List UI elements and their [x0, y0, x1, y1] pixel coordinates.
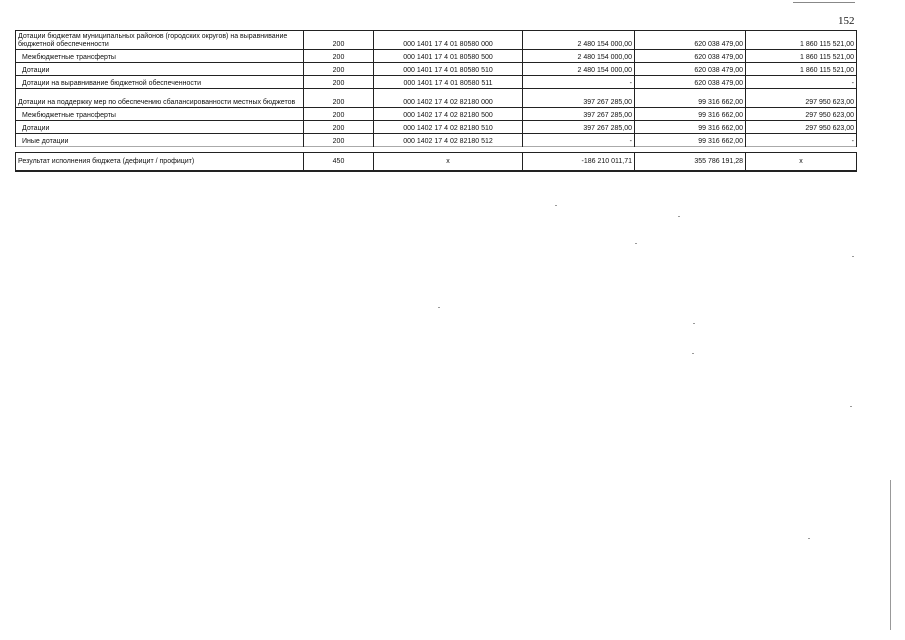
scan-speck [692, 353, 694, 354]
table-row [16, 108, 857, 121]
row-approved: 2 480 154 000,00 [523, 63, 635, 76]
budget-execution-table [15, 30, 857, 172]
row-code: 200 [304, 50, 374, 63]
table-row [16, 50, 857, 63]
scan-speck [635, 243, 637, 244]
row-name: Дотации бюджетам муниципальных районов (городских округов) на выравнивание бюджетной обеспеченности [16, 31, 304, 50]
row-executed: 99 316 662,00 [635, 89, 746, 108]
row-executed: 620 038 479,00 [635, 76, 746, 89]
scan-speck [693, 323, 695, 324]
row-name: Межбюджетные трансферты [16, 50, 304, 63]
row-code: 200 [304, 108, 374, 121]
row-approved: 397 267 285,00 [523, 89, 635, 108]
row-unexecuted: 1 860 115 521,00 [746, 31, 857, 50]
row-approved: - [523, 134, 635, 147]
row-executed: 99 316 662,00 [635, 134, 746, 147]
row-code: 200 [304, 134, 374, 147]
result-row [16, 153, 857, 172]
scan-speck [678, 216, 680, 217]
row-unexecuted: - [746, 134, 857, 147]
row-unexecuted: 297 950 623,00 [746, 121, 857, 134]
table-row [16, 76, 857, 89]
row-kbk: 000 1401 17 4 01 80580 500 [374, 50, 523, 63]
row-code: 200 [304, 121, 374, 134]
scan-speck [438, 307, 440, 308]
row-name: Иные дотации [16, 134, 304, 147]
row-kbk: 000 1402 17 4 02 82180 000 [374, 89, 523, 108]
row-approved: 2 480 154 000,00 [523, 50, 635, 63]
row-approved: 397 267 285,00 [523, 121, 635, 134]
row-executed: 620 038 479,00 [635, 50, 746, 63]
table-row [16, 89, 857, 108]
row-name: Межбюджетные трансферты [16, 108, 304, 121]
table-row [16, 121, 857, 134]
result-executed: 355 786 191,28 [635, 153, 746, 172]
scan-speck [555, 205, 557, 206]
row-code: 200 [304, 89, 374, 108]
row-executed: 620 038 479,00 [635, 31, 746, 50]
row-code: 200 [304, 63, 374, 76]
result-unexecuted: x [746, 153, 857, 172]
row-approved: 2 480 154 000,00 [523, 31, 635, 50]
row-kbk: 000 1401 17 4 01 80580 510 [374, 63, 523, 76]
row-unexecuted: 297 950 623,00 [746, 108, 857, 121]
scan-speck [808, 538, 810, 539]
scan-speck [850, 406, 852, 407]
row-unexecuted: - [746, 76, 857, 89]
result-approved: -186 210 011,71 [523, 153, 635, 172]
table-row [16, 134, 857, 147]
row-name: Дотации [16, 63, 304, 76]
row-code: 200 [304, 76, 374, 89]
row-approved: - [523, 76, 635, 89]
result-kbk: x [374, 153, 523, 172]
row-unexecuted: 1 860 115 521,00 [746, 50, 857, 63]
result-name: Результат исполнения бюджета (дефицит / профицит) [16, 153, 304, 172]
row-name: Дотации на поддержку мер по обеспечению сбалансированности местных бюджетов [16, 89, 304, 108]
row-name: Дотации [16, 121, 304, 134]
row-kbk: 000 1401 17 4 01 80580 511 [374, 76, 523, 89]
row-approved: 397 267 285,00 [523, 108, 635, 121]
top-rule [793, 2, 855, 3]
row-unexecuted: 1 860 115 521,00 [746, 63, 857, 76]
row-kbk: 000 1402 17 4 02 82180 510 [374, 121, 523, 134]
row-kbk: 000 1401 17 4 01 80580 000 [374, 31, 523, 50]
row-executed: 620 038 479,00 [635, 63, 746, 76]
result-code: 450 [304, 153, 374, 172]
scan-speck [852, 256, 854, 257]
row-code: 200 [304, 31, 374, 50]
row-kbk: 000 1402 17 4 02 82180 512 [374, 134, 523, 147]
scan-edge-mark [890, 480, 891, 630]
row-name: Дотации на выравнивание бюджетной обеспеченности [16, 76, 304, 89]
row-kbk: 000 1402 17 4 02 82180 500 [374, 108, 523, 121]
table-row [16, 31, 857, 50]
page-number: 152 [838, 15, 855, 27]
row-unexecuted: 297 950 623,00 [746, 89, 857, 108]
row-executed: 99 316 662,00 [635, 121, 746, 134]
table-row [16, 63, 857, 76]
row-executed: 99 316 662,00 [635, 108, 746, 121]
